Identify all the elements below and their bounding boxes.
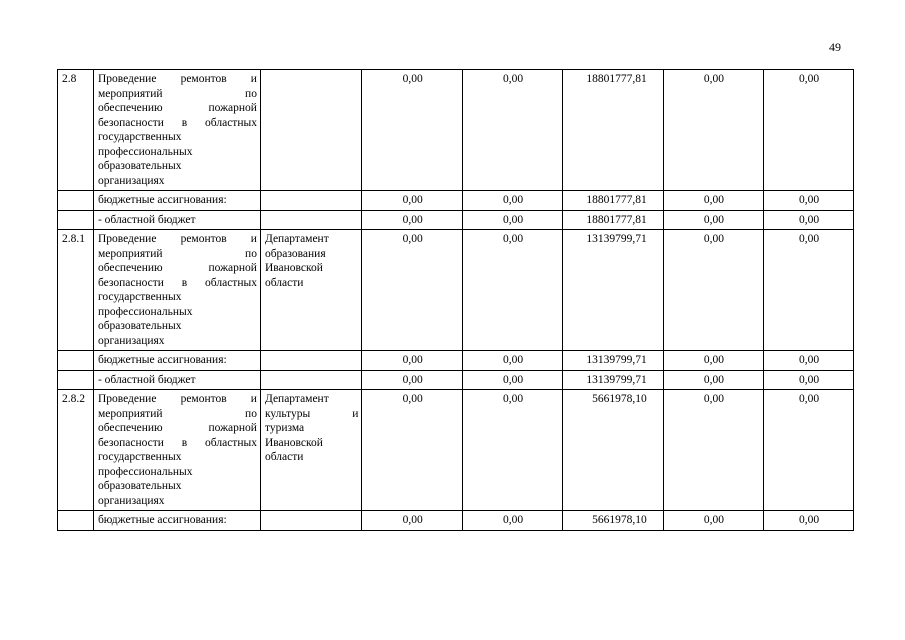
row-name	[93, 210, 260, 230]
row-name-line: образовательных	[97, 480, 182, 492]
row-value-5: 0,00	[764, 511, 854, 531]
row-value-4: 0,00	[663, 230, 763, 351]
row-value-1: 0,00	[362, 191, 462, 211]
row-name	[93, 230, 260, 351]
row-value-2: 0,00	[462, 70, 562, 191]
row-name	[93, 351, 260, 371]
row-executor-line: области	[264, 451, 304, 463]
row-executor-line: области	[264, 276, 304, 289]
row-name	[93, 511, 260, 531]
row-name-line: мероприятий по	[97, 247, 257, 260]
row-name-line: Проведение ремонтов и	[97, 393, 257, 405]
row-name-line: безопасности в областных	[97, 436, 257, 449]
row-executor-line: Ивановской	[264, 436, 323, 449]
budget-table	[57, 69, 854, 531]
row-value-4: 0,00	[663, 191, 763, 211]
row-value-5: 0,00	[764, 370, 854, 390]
row-value-1: 0,00	[362, 511, 462, 531]
table-row	[58, 390, 854, 511]
row-executor	[260, 191, 361, 211]
row-number: 2.8	[58, 70, 94, 191]
row-value-3: 18801777,81	[563, 210, 663, 230]
row-value-4: 0,00	[663, 70, 763, 191]
row-value-2: 0,00	[462, 230, 562, 351]
row-name-line: мероприятий по	[97, 87, 257, 100]
row-name	[93, 390, 260, 511]
row-name-line: государственных	[97, 451, 182, 463]
row-name-line: профессиональных	[97, 305, 193, 318]
row-executor	[260, 351, 361, 371]
table-row	[58, 370, 854, 390]
row-name-line: обеспечению пожарной	[97, 422, 257, 434]
row-name-line: профессиональных	[97, 145, 193, 158]
row-name-line: обеспечению пожарной	[97, 102, 257, 114]
row-value-2: 0,00	[462, 191, 562, 211]
table-row	[58, 230, 854, 351]
row-executor	[260, 230, 361, 351]
row-value-1: 0,00	[362, 70, 462, 191]
row-value-1: 0,00	[362, 210, 462, 230]
row-name-line: организациях	[97, 174, 165, 187]
row-name-line: - областной бюджет	[97, 213, 196, 226]
row-value-2: 0,00	[462, 390, 562, 511]
row-value-5: 0,00	[764, 70, 854, 191]
table-row	[58, 70, 854, 191]
row-value-5: 0,00	[764, 210, 854, 230]
row-name-line: организациях	[97, 334, 165, 347]
row-value-5: 0,00	[764, 191, 854, 211]
row-name-line: безопасности в областных	[97, 276, 257, 289]
row-value-3: 18801777,81	[563, 70, 663, 191]
row-name-line: - областной бюджет	[97, 373, 196, 386]
row-number	[58, 191, 94, 211]
row-name	[93, 191, 260, 211]
row-name-line: образовательных	[97, 160, 182, 172]
row-value-2: 0,00	[462, 351, 562, 371]
row-name-line: бюджетные ассигнования:	[97, 514, 227, 526]
row-executor-line: Департамент	[264, 393, 329, 405]
row-value-3: 13139799,71	[563, 230, 663, 351]
row-value-3: 5661978,10	[563, 511, 663, 531]
row-executor-line: культуры и	[264, 407, 359, 420]
row-value-1: 0,00	[362, 230, 462, 351]
row-number: 2.8.1	[58, 230, 94, 351]
row-executor	[260, 511, 361, 531]
row-value-4: 0,00	[663, 511, 763, 531]
row-name-line: Проведение ремонтов и	[97, 233, 257, 245]
row-value-4: 0,00	[663, 351, 763, 371]
row-number	[58, 511, 94, 531]
row-value-3: 5661978,10	[563, 390, 663, 511]
row-name-line: организациях	[97, 494, 165, 507]
row-name-line: бюджетные ассигнования:	[97, 354, 227, 366]
row-executor	[260, 390, 361, 511]
row-number	[58, 351, 94, 371]
row-name-line: бюджетные ассигнования:	[97, 194, 227, 206]
row-number: 2.8.2	[58, 390, 94, 511]
row-name-line: обеспечению пожарной	[97, 262, 257, 274]
row-name-line: образовательных	[97, 320, 182, 332]
row-executor	[260, 70, 361, 191]
row-name-line: профессиональных	[97, 465, 193, 478]
row-value-5: 0,00	[764, 351, 854, 371]
row-value-1: 0,00	[362, 370, 462, 390]
row-value-3: 13139799,71	[563, 370, 663, 390]
row-name-line: государственных	[97, 131, 182, 143]
row-value-2: 0,00	[462, 511, 562, 531]
row-name	[93, 370, 260, 390]
row-name-line: мероприятий по	[97, 407, 257, 420]
row-value-2: 0,00	[462, 210, 562, 230]
table-row	[58, 511, 854, 531]
row-value-1: 0,00	[362, 390, 462, 511]
table-row	[58, 191, 854, 211]
budget-table-body	[58, 70, 854, 531]
row-name-line: Проведение ремонтов и	[97, 73, 257, 85]
row-executor-line: образования	[264, 247, 326, 260]
row-value-4: 0,00	[663, 210, 763, 230]
row-executor	[260, 370, 361, 390]
row-number	[58, 210, 94, 230]
row-value-3: 13139799,71	[563, 351, 663, 371]
row-executor	[260, 210, 361, 230]
table-row	[58, 210, 854, 230]
row-name	[93, 70, 260, 191]
row-executor-line: Ивановской	[264, 262, 323, 274]
row-value-5: 0,00	[764, 390, 854, 511]
row-value-4: 0,00	[663, 390, 763, 511]
row-value-1: 0,00	[362, 351, 462, 371]
row-name-line: государственных	[97, 291, 182, 303]
row-value-4: 0,00	[663, 370, 763, 390]
row-number	[58, 370, 94, 390]
page-number: 49	[829, 40, 841, 54]
table-row	[58, 351, 854, 371]
row-name-line: безопасности в областных	[97, 116, 257, 129]
row-executor-line: Департамент	[264, 233, 329, 245]
row-value-5: 0,00	[764, 230, 854, 351]
row-value-3: 18801777,81	[563, 191, 663, 211]
row-executor-line: туризма	[264, 422, 305, 434]
row-value-2: 0,00	[462, 370, 562, 390]
